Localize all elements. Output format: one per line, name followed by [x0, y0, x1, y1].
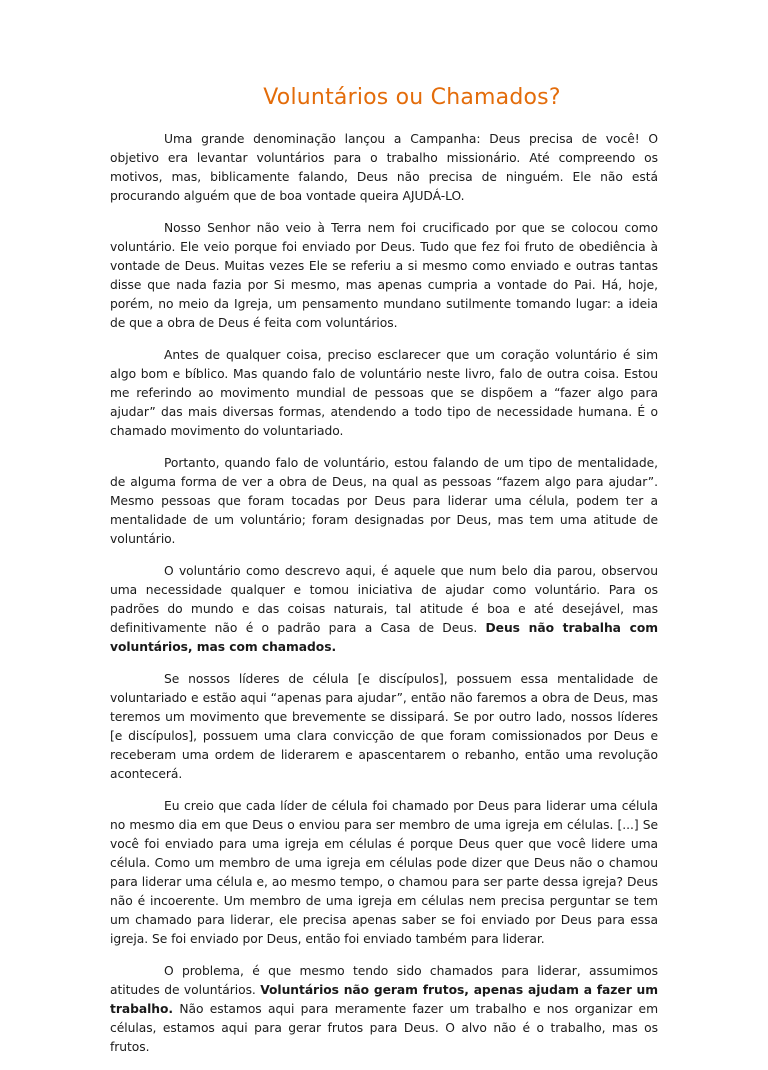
emphasis-text: Voluntários não geram frutos, apenas ajudam a fazer um trabalho. — [110, 983, 658, 1016]
paragraph-text: Eu creio que cada líder de célula foi chamado por Deus para liderar uma célula no mesmo dia em que Deus o enviou para ser membro de uma igreja em células. [...] Se você foi enviado para uma igreja em células é porque Deus quer que você lidere uma célula. Como um membro de uma igreja em células pode dizer que Deus não o chamou para liderar uma célula e, ao mesmo tempo, o chamou para ser parte dessa igreja? Deus não é incoerente. Um membro de uma igreja em células nem precisa perguntar se tem um chamado para liderar, ele precisa apenas saber se foi enviado por Deus para essa igreja. Se foi enviado por Deus, então foi enviado também para liderar. — [110, 799, 658, 946]
paragraph-text: O problema, é que mesmo tendo sido chamados para liderar, assumimos atitudes de voluntários. — [110, 964, 658, 997]
body-paragraph — [110, 962, 658, 1057]
paragraph-text: Uma grande denominação lançou a Campanha: Deus precisa de você! O objetivo era levantar voluntários para o trabalho missionário. Até compreendo os motivos, mas, biblicamente falando, Deus não precisa de ninguém. Ele não está procurando alguém que de boa vontade queira AJUDÁ-LO. — [110, 132, 658, 203]
paragraph-text: Antes de qualquer coisa, preciso esclarecer que um coração voluntário é sim algo bom e bíblico. Mas quando falo de voluntário neste livro, falo de outra coisa. Estou me referindo ao movimento mundial de pessoas que se dispõem a “fazer algo para ajudar” das mais diversas formas, atendendo a todo tipo de necessidade humana. É o chamado movimento do voluntariado. — [110, 348, 658, 438]
document-title: Voluntários ou Chamados? — [263, 85, 561, 110]
paragraph-text: Nosso Senhor não veio à Terra nem foi crucificado por que se colocou como voluntário. Ele veio porque foi enviado por Deus. Tudo que fez foi fruto de obediência à vontade de Deus. Muitas vezes Ele se referiu a si mesmo como enviado e outras tantas disse que nada fazia por Si mesmo, mas apenas cumpria a vontade do Pai. Há, hoje, porém, no meio da Igreja, um pensamento mundano sutilmente tomando lugar: a ideia de que a obra de Deus é feita com voluntários. — [110, 221, 658, 330]
body-paragraph — [110, 130, 658, 206]
body-paragraph — [110, 346, 658, 441]
body-paragraph — [110, 454, 658, 549]
document-page — [110, 84, 658, 1070]
body-paragraph — [110, 562, 658, 657]
body-paragraph — [110, 797, 658, 949]
paragraph-text: Não estamos aqui para meramente fazer um trabalho e nos organizar em células, estamos aqui para gerar frutos para Deus. O alvo não é o trabalho, mas os frutos. — [110, 1002, 658, 1054]
body-paragraph — [110, 219, 658, 333]
paragraph-text: O voluntário como descrevo aqui, é aquele que num belo dia parou, observou uma necessidade qualquer e tomou iniciativa de ajudar como voluntário. Para os padrões do mundo e das coisas naturais, tal atitude é boa e até desejável, mas definitivamente não é o padrão para a Casa de Deus. — [110, 564, 658, 635]
paragraph-text: Portanto, quando falo de voluntário, estou falando de um tipo de mentalidade, de alguma forma de ver a obra de Deus, na qual as pessoas “fazem algo para ajudar”. Mesmo pessoas que foram tocadas por Deus para liderar uma célula, podem ter a mentalidade de um voluntário; foram designadas por Deus, mas tem uma atitude de voluntário. — [110, 456, 658, 546]
document-body — [110, 130, 658, 1057]
body-paragraph — [110, 670, 658, 784]
emphasis-text: Deus não trabalha com voluntários, mas com chamados. — [110, 621, 658, 654]
paragraph-text: Se nossos líderes de célula [e discípulos], possuem essa mentalidade de voluntariado e estão aqui “apenas para ajudar”, então não faremos a obra de Deus, mas teremos um movimento que brevemente se dissipará. Se por outro lado, nossos líderes [e discípulos], possuem uma clara convicção de que foram comissionados por Deus e receberam uma ordem de liderarem e apascentarem o rebanho, então uma revolução acontecerá. — [110, 672, 658, 781]
